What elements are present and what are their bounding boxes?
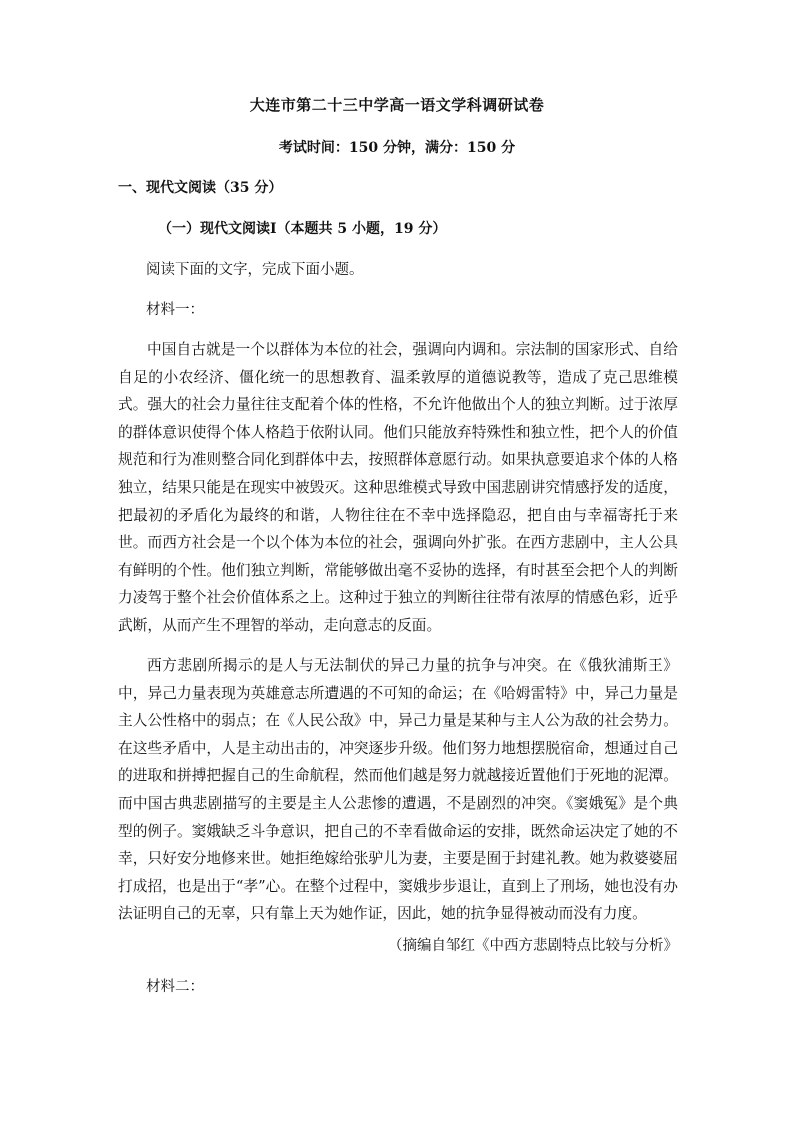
paragraph-1: 中国自古就是一个以群体为本位的社会，强调向内调和。宗法制的国家形式、自给自足的小农经济、僵化统一的思想教育、温柔敦厚的道德说教等，造成了克己思维模式。强大的社会力量往往支配着个体的性格，不允许他做出个人的独立判断。过于浓厚的群体意识使得个体人格趋于依附认同。他们只能放弃特殊性和独立性，把个人的价值规范和行为准则整合同化到群体中去，按照群体意愿行动。如果执意要追求个体的人格独立，结果只能是在现实中被毁灭。这种思维模式导致中国悲剧讲究情感抒发的适度，把最初的矛盾化为最终的和谐，人物往往在不幸中选择隐忍，把自由与幸福寄托于来世。而西方社会是一个以个体为本位的社会，强调向外扩张。在西方悲剧中，主人公具有鲜明的个性。他们独立判断，常能够做出毫不妥协的选择，有时甚至会把个人的判断力凌驾于整个社会价值体系之上。这种过于独立的判断往往带有浓厚的情感色彩，近乎武断，从而产生不理智的举动，走向意志的反面。 xyxy=(118,341,678,634)
exam-title: 大连市第二十三中学高一语文学科调研试卷 xyxy=(249,96,545,114)
section-heading: 一、现代文阅读（35 分） xyxy=(118,180,283,196)
material-2-label: 材料二： xyxy=(146,979,204,995)
material-1-label: 材料一： xyxy=(146,302,204,318)
paragraph-2: 西方悲剧所揭示的是人与无法制伏的异己力量的抗争与冲突。在《俄狄浦斯王》中，异己力量表现为英雄意志所遭遇的不可知的命运；在《哈姆雷特》中，异己力量是主人公性格中的弱点；在《人民公敌》中，异己力量是某种与主人公为敌的社会势力。在这些矛盾中，人是主动出击的，冲突逐步升级。他们努力地想摆脱宿命，想通过自己的进取和拼搏把握自己的生命航程，然而他们越是努力就越接近置他们于死地的泥潭。而中国古典悲剧描写的主要是主人公悲惨的遭遇，不是剧烈的冲突。《窦娥冤》是个典型的例子。窦娥缺乏斗争意识，把自己的不幸看做命运的安排，既然命运决定了她的不幸，只好安分地修来世。她拒绝嫁给张驴儿为妻，主要是囿于封建礼教。她为救婆婆屈打成招，也是出于“孝”心。在整个过程中，窦娥步步退让，直到上了刑场，她也没有办法证明自己的无辜，只有靠上天为她作证，因此，她的抗争显得被动而没有力度。 xyxy=(118,657,678,923)
instruction-text: 阅读下面的文字，完成下面小题。 xyxy=(146,262,364,278)
subsection-heading: （一）现代文阅读Ⅰ（本题共 5 小题，19 分） xyxy=(158,221,447,237)
source-citation: （摘编自邹红《中西方悲剧特点比较与分析》 xyxy=(388,938,678,954)
exam-info: 考试时间：150 分钟，满分：150 分 xyxy=(278,140,516,156)
